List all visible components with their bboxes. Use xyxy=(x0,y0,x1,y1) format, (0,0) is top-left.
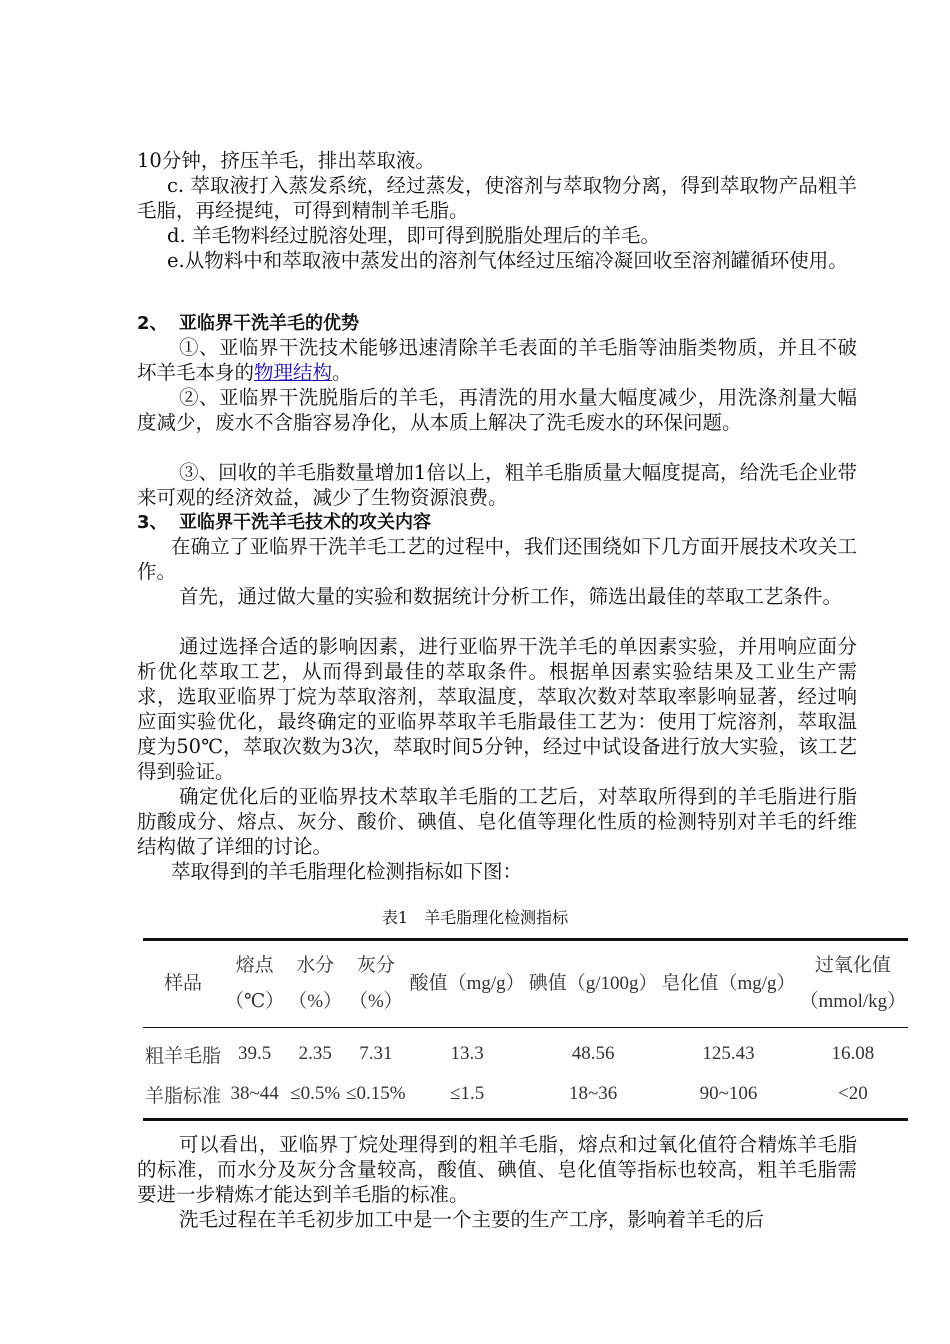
paragraph: 洗毛过程在羊毛初步加工中是一个主要的生产工序，影响着羊毛的后 xyxy=(179,1208,765,1231)
table-cell: 38~44 xyxy=(230,1083,279,1104)
column-header: 碘值（g/100g） xyxy=(528,973,658,994)
paragraph-advantage-2: ②、亚临界干洗脱脂后的羊毛，再清洗的用水量大幅度减少，用洗涤剂量大幅度减少，废水不含脂容易净化，从本质上解决了洗毛废水的环保问题。 xyxy=(137,386,857,434)
table-header-row xyxy=(143,940,908,1028)
table-cell: 2.35 xyxy=(298,1043,332,1064)
section-heading-2 xyxy=(137,311,857,336)
paragraph-step-d: d. 羊毛物料经过脱溶处理，即可得到脱脂处理后的羊毛。 xyxy=(167,224,660,247)
paragraph: 首先，通过做大量的实验和数据统计分析工作，筛选出最佳的萃取工艺条件。 xyxy=(179,585,843,608)
table-cell: 16.08 xyxy=(831,1043,875,1064)
paragraph: 萃取得到的羊毛脂理化检测指标如下图： xyxy=(171,860,523,883)
table-cell: 13.3 xyxy=(450,1043,484,1064)
paragraph: 在确立了亚临界干洗羊毛工艺的过程中，我们还围绕如下几方面开展技术攻关工作。 xyxy=(137,535,857,583)
column-header: 水分 （%） xyxy=(288,955,343,1012)
paragraph: 10分钟，挤压羊毛，排出萃取液。 xyxy=(137,149,435,172)
paragraph-step-c: c. 萃取液打入蒸发系统，经过蒸发，使溶剂与萃取物分离，得到萃取物产品粗羊毛脂，再经提纯，可得到精制羊毛脂。 xyxy=(137,174,857,222)
paragraph: 可以看出，亚临界丁烷处理得到的粗羊毛脂，熔点和过氧化值符合精炼羊毛脂的标准，而水分及灰分含量较高，酸值、碘值、皂化值等指标也较高，粗羊毛脂需要进一步精炼才能达到羊毛脂的标准。 xyxy=(137,1133,857,1206)
table-cell: <20 xyxy=(837,1083,868,1104)
table-cell: 39.5 xyxy=(238,1043,272,1064)
table-row xyxy=(143,1028,908,1075)
column-header: 过氧化值 （mmol/kg） xyxy=(799,955,907,1012)
section-heading-3 xyxy=(137,510,857,535)
column-header: 酸值（mg/g） xyxy=(409,973,525,994)
table-cell: 粗羊毛脂 xyxy=(145,1045,222,1067)
table-row xyxy=(143,1074,908,1120)
table-cell: ≤0.5% xyxy=(290,1083,341,1104)
column-header: 灰分 （%） xyxy=(348,955,403,1012)
paragraph-advantage-1 xyxy=(137,335,857,385)
text-run: ①、亚临界干洗技术能够迅速清除羊毛表面的羊毛脂等油脂类物质，并且不破坏羊毛本身的 xyxy=(137,336,857,384)
table-cell: 7.31 xyxy=(359,1043,393,1064)
section-title: 亚临界干洗羊毛技术的攻关内容 xyxy=(179,512,431,533)
paragraph-advantage-3: ③、回收的羊毛脂数量增加1倍以上，粗羊毛脂质量大幅度提高，给洗毛企业带来可观的经济效益，减少了生物资源浪费。 xyxy=(137,461,857,509)
section-number: 3、 xyxy=(137,512,168,533)
paragraph: 确定优化后的亚临界技术萃取羊毛脂的工艺后，对萃取所得到的羊毛脂进行脂肪酸成分、熔点、灰分、酸价、碘值、皂化值等理化性质的检测特别对羊毛的纤维结构做了详细的讨论。 xyxy=(137,785,857,858)
table-cell: ≤1.5 xyxy=(450,1083,485,1104)
paragraph-step-e: e.从物料中和萃取液中蒸发出的溶剂气体经过压缩冷凝回收至溶剂罐循环使用。 xyxy=(167,249,848,272)
physical-structure-link[interactable]: 物理结构 xyxy=(254,361,333,384)
table-cell: 18~36 xyxy=(568,1083,618,1104)
table-caption: 表1 羊毛脂理化检测指标 xyxy=(381,908,569,927)
section-title: 亚临界干洗羊毛的优势 xyxy=(179,313,359,334)
column-header: 熔点 （℃） xyxy=(225,955,285,1012)
section-number: 2、 xyxy=(137,313,168,334)
table-cell: 90~106 xyxy=(699,1083,758,1104)
paragraph: 通过选择合适的影响因素，进行亚临界干洗羊毛的单因素实验，并用响应面分析优化萃取工艺，从而得到最佳的萃取条件。根据单因素实验结果及工业生产需求，选取亚临界丁烷为萃取溶剂，萃取温度，萃取次数对萃取率影响显著，经过响应面实验优化，最终确定的亚临界萃取羊毛脂最佳工艺为：使用丁烷溶剂，萃取温度为50℃，萃取次数为3次，萃取时间5分钟，经过中试设备进行放大实验，该工艺得到验证。 xyxy=(137,635,857,783)
column-header: 皂化值（mg/g） xyxy=(661,973,796,994)
table-cell: ≤0.15% xyxy=(346,1083,406,1104)
column-header: 样品 xyxy=(164,973,203,994)
table-cell: 48.56 xyxy=(571,1043,615,1064)
text-run: 。 xyxy=(332,361,352,384)
table-cell: 125.43 xyxy=(702,1043,755,1064)
table-cell: 羊脂标准 xyxy=(145,1085,222,1107)
lanolin-index-table xyxy=(143,938,908,1121)
